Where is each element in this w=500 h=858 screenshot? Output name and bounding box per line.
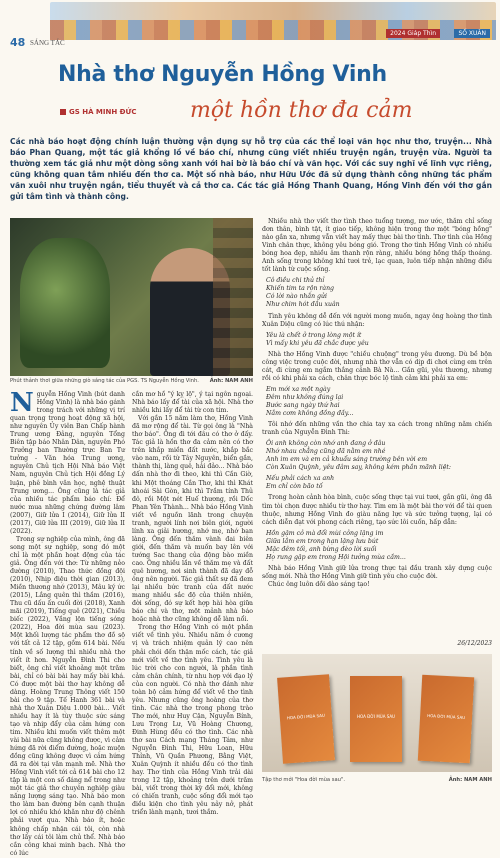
verse-quote: Nếu phải cách xa anh Em chỉ còn bão tố: [266, 475, 335, 491]
body-paragraph: Nhà thơ Hồng Vinh được "chiều chuộng" trong yêu đương. Dù bề bộn công việc trong cuộc đời, nhưng nhà thơ vẫn có dịp đi chơi cùng em trên cát, đi cùng em ngắm thắng cảnh Bà Nà... Gần gũi, yêu thương, nhưng rồi có khi phải xa cách, chân thực bóc lộ tình cảm khi phải xa em:: [262, 350, 492, 382]
body-paragraph: cần mơ hồ "ý kỵ lộ", ý tại ngôn ngoại. Nhà báo lấy để tài của xã hội. Nhà thơ nhiều khi lấy để tài từ con tim.: [132, 391, 253, 415]
verse-quote: Yêu là chết ở trong lòng một ít Vì mấy khi yêu đã chắc được yêu: [266, 331, 369, 347]
body-paragraph: Với gần 15 năm làm thơ, Hồng Vinh đã mơ rộng để tài. Từ gọi ông là "Nhà thơ báo". Ông đi tới đâu có thơ ở đấy. Tác giả là hồn thơ đa cảm nên có thơ trên khắp miền đất nước, khắp bắc vào nam, rồi từ Tây Nguyên, biển gần, thành thị, làng quê, hải đảo... Nhà báo dấn nhà thơ đi theo, khi thì Cần Giờ, khi Một thoáng Cần Thơ, khi thì Khát khoái Sài Gòn, khi thì Trầm tính Thủ đô, rồi Một nét Huế thương, rồi Dốc Phan Yên Thành... Nhà báo Hồng Vinh viết về nguồn lãnh trong chuyện tranh, người lính nơi biên giới, người lính xa giải hương, nhớ mẹ, nhớ bạn làng. Ông đến thăm vành đai biên giới, đến thăm và muốn bay lên với tướng Sac thang của động bào miền cao. Ông nhiều lần về thăm mẹ và đất quê hương, nơi sinh thành đã dạy đỗ ông nên người. Tác giả thất sự đã đem lại nhiều bức tranh của đất nước mang nhiều sắc độ của thiên nhiên, đời sống, đó sự kết hợp hài hòa giữa báo chí và thơ, một mảnh nhà báo hoặc nhà thơ cũng không dễ làm nổi.: [132, 415, 253, 624]
drop-cap: N: [10, 388, 34, 418]
book-title: HOA ĐỜI MÙA SAU: [357, 714, 395, 719]
book-title: HOA ĐỜI MÙA SAU: [427, 713, 466, 720]
book-cover: [418, 675, 474, 764]
article-date: 26/12/2023: [457, 640, 492, 647]
banner-year: 2024 Giáp Thìn: [386, 29, 440, 38]
body-paragraph: Trong thơ Hồng Vinh có một phần viết về tình yêu. Nhiều năm ở cương vị và trách nhiệm quản lý cao nên phải chói đến thận mốc cách, tác giả mới viết về thơ tình yêu. Tình yêu là lúc trời cho con người, là phần tình cảm chân chính, từ nhu hợp với đạo lý của con người. Có nhà thơ đánh như toàn bộ cảm hứng để viết về thơ tình yêu. Nhưng cũng ông hoàng của thơ tình. Các nhà thơ trong phong trào Thơ mới, như Huy Cận, Nguyễn Bính, Lưu Trọng Lư, Vũ Hoàng Chương, Đinh Hùng đều có thơ tình. Các nhà thơ sau Cách mạng Tháng Tám, như Nguyễn Đình Thi, Hữu Loan, Hữu Thỉnh, Vũ Quần Phương, Bằng Việt, Xuân Quỳnh ít nhiều đều có thơ tình hay. Thơ tình của Hồng Vinh trải dài trong 12 tập, khoảng trên dưới trăm bài, viết trong thời kỳ đổi mới, không có chiến tranh, cuộc sống đổi mới tạo điều kiện cho tình yêu nảy nở, phát triển lành mạnh, tươi thắm.: [132, 624, 253, 817]
photo-credit: Ảnh: NAM ANH: [448, 777, 492, 783]
photo-plant: [20, 238, 110, 368]
article-author: [60, 108, 137, 116]
paragraph-text: guyễn Hồng Vinh (bút danh Hồng Vinh) là nhà báo gánh trong trách với những vị trí quan trọng trong hoạt động xã hội, như nguyên Ủy viên Ban Chấp hành Trung ương Đảng, nguyên Tổng Biên tập báo Nhân Dân, nguyên Phó Trưởng ban Thường trực Ban Tư tưởng - Văn hóa Trung ương, nguyên Chủ tịch Hội Nhà báo Việt Nam, nguyên Chủ tịch Hội đồng Lý luận, phê bình văn học, nghệ thuật Trung ương... Ông cũng là tác giả của nhiều tác phẩm báo chí: Để nước mua những chứng đường lâm (2007), Giữ lửa I (2014), Giữ lửa II (2017), Giữ lửa III (2019), Giữ lửa II (2022).: [10, 391, 125, 535]
banner-issue: SỐ XUÂN: [454, 29, 490, 38]
photo-caption: [10, 378, 253, 384]
body-paragraph: Trong sự nghiệp của mình, ông đã song một sự nghiệp, song đó một chỉ là một phần hoạt động của tác giả. Ông đến với thơ: Từ những nẻo đường (2010), Thao thức đồng đội (2010), Nhịp điệu thời gian (2013), Miền thương nhớ (2013), Mâu ký ức (2015), Lắng quên thì thầm (2016), Thu cũ dấu ấn cuối đời (2018), Xanh mãi (2019), Tiếng quê (2021), Chiều biếc (2022), Vầng lộn tiếng sóng (2022), Hoa đời mùa sau (2023). Một khối lượng tác phẩm thơ đồ sộ với tất cả 12 tập, gồm 614 bài. Nếu tính về số lượng thì nhiều nhà thơ viết ít hơn. Nguyễn Đình Thi cho biết, ông chỉ viết khoảng một trăm bài, chỉ có bài bài hay mấy bài khá. Có được một bài thơ hay không dễ dàng. Hoàng Trung Thông viết 150 bài cho 9 tập. Tế Hanh 361 bài và nhà thơ Xuân Diệu 1.000 bài... Viết nhiều hay ít là tùy thuộc sức sáng tạo và nhịp đẩy của cảm hứng con tim. Nhiều khi muốn viết thêm một vài bài nữa cũng không được, vì cảm hứng đã rời điểm đường, hoặc muộn đồng cũng không được vì cảm hứng đã ra đời tại văn mạnh mẽ. Nhà thơ Hồng Vinh viết tới cả 614 bài cho 12 tập là một con số đáng nể trong như một tác giả thơ chuyên nghiệp giàu năng lượng sáng tạo. Nhà báo mon tho làm ban đường bên cạnh thuận lợi có nhiều khó khăn như độ chênh phải vượt qua. Nhà báo ít, hoặc không chấp nhận cái tôi, còn nhà thơ lấy cái tôi làm chủ thể. Nhà báo cần công khai minh bạch. Nhà thơ có lúc: [10, 535, 125, 857]
body-paragraph: Nhà báo Hồng Vinh giữ lửa trong thực tại đầu tranh xây dựng cuộc sống mới. Nhà thơ Hồng Vinh giữ tình yêu cho cuộc đời.: [262, 564, 492, 580]
book-photo: [262, 654, 492, 772]
body-paragraph: Tôi nhớ đến những vần thơ chia tay xa cách trong những năm chiến tranh của Nguyễn Đình Thi:: [262, 421, 492, 437]
caption-text: Phút thảnh thơi giữa những giò sáng tác của PGS. TS Nguyễn Hồng Vinh.: [10, 378, 199, 384]
photo-credit: Ảnh: NAM ANH: [209, 378, 253, 384]
article-lead: Các nhà báo hoạt động chính luận thường vận dụng sự hỗ trợ của các thể loại văn học như thơ, truyện... Nhà báo Phan Quang, một tác giả khổng lồ về báo chí, nhưng cũng viết nhiều truyện ngắn, truyện vừa. Người ta thường xem tác giả như một dòng sông xanh với hai bờ là báo chí và văn học. Với các suy nghĩ về lĩnh vực riêng, cũng không quan tâm nhiều đến thơ ca. Một số nhà báo, như Hữu Ước đã sử dụng thành công những tác phẩm văn xuôi như truyện ngắn, tiểu thuyết và cả thơ ca. Các tác giả Hồng Thanh Quang, Hồng Vinh đến với thơ gắn gửi tâm tình và thành công.: [10, 137, 492, 202]
caption-text: Tập thơ mới "Hoa đời mùa sau".: [262, 777, 345, 783]
body-column-1: [10, 388, 125, 857]
article-subtitle: một hồn thơ đa cảm: [190, 98, 413, 123]
portrait-photo: [10, 218, 253, 376]
book-title: HOA ĐỜI MÙA SAU: [286, 712, 325, 721]
author-name: GS HÀ MINH ĐỨC: [69, 108, 137, 116]
book-caption: [262, 777, 492, 783]
body-column-2: [132, 391, 253, 817]
page-header: [0, 0, 500, 52]
verse-quote: Em mới xa một ngày Đêm như không đúng lại Bước sang ngày thứ hai Nắm cơm không đồng đầy...: [266, 385, 354, 418]
body-column-3: [262, 218, 492, 649]
section-label: SÁNG TÁC: [30, 39, 65, 47]
verse-quote: Cô điều chi thủ thỉ Khiến tim ta rộn ràng Có lời nào nhắn gửi Như chim hót đầu xuân: [266, 277, 340, 309]
body-paragraph: Nhiều nhà thơ viết thơ tình theo tuổng tượng, mơ ước, thăm chỉ sống đơn thân, bình tật, ít giao tiếp, không hiện trong thơ một "bóng hồng" nào gần xa, nhưng vẫn viết hay mấy thực bài thơ tình. Thơ tình của Hồng Vinh chân thực, không yêu bóng gió. Trong thơ tình Hồng Vinh có nhiều bóng hoa đẹp, nhiều âm thanh rộn ràng, nhiều bóng hồng thấp thoáng. Anh sống trong không khí tươi trẻ, lạc quan, luôn tiếp nhận những điều tốt lành từ cuộc sống.: [262, 218, 492, 274]
article-title: Nhà thơ Nguyễn Hồng Vinh: [58, 62, 387, 87]
photo-bookshelf: [213, 218, 253, 376]
body-paragraph: Trong hoàn cảnh hòa bình, cuộc sống thực tại vui tươi, gắn gũi, ông đã tìm tòi chọn được nhiều từ thơ hay. Tìm em là một bài thơ với để tài quen thuộc, nhưng Hồng Vinh đo giàu năng lực và sức tưởng tượng, lại có cách diễn đạt với phong cách riêng, tạo sức lôi cuốn, hấp dẫn:: [262, 494, 492, 526]
page-number: 48: [10, 36, 26, 49]
body-paragraph: Chúc ông luôn dồi dào sáng tạo!: [268, 580, 370, 588]
author-marker-icon: [60, 109, 66, 115]
body-paragraph: [10, 388, 125, 536]
book-cover: [350, 676, 402, 762]
body-paragraph: Tình yêu không dễ đến với người mong muốn, ngay ông hoàng thơ tình Xuân Diệu cũng có lúc thú nhận:: [262, 312, 492, 328]
verse-quote: Ôi anh không còn nhớ anh đang ở đâu Nhớ nhau chẳng cũng đã nằm em nhé Anh im em và em cả khuẩu sáng trường bên vời em Còn Xuân Quỳnh, yêu đâm say, không kém phần mãnh liệt:: [266, 440, 451, 472]
verse-quote: Hồn gặm cỏ mà đổi mùi cỏng lặng im Giữa lầm em trong hạn lặng lưu bút Mặc đêm tối, anh bừng đèo lời suối Họ rung gặp em trong Hội tưởng mùa cầm...: [266, 529, 406, 561]
book-cover: [277, 674, 335, 763]
